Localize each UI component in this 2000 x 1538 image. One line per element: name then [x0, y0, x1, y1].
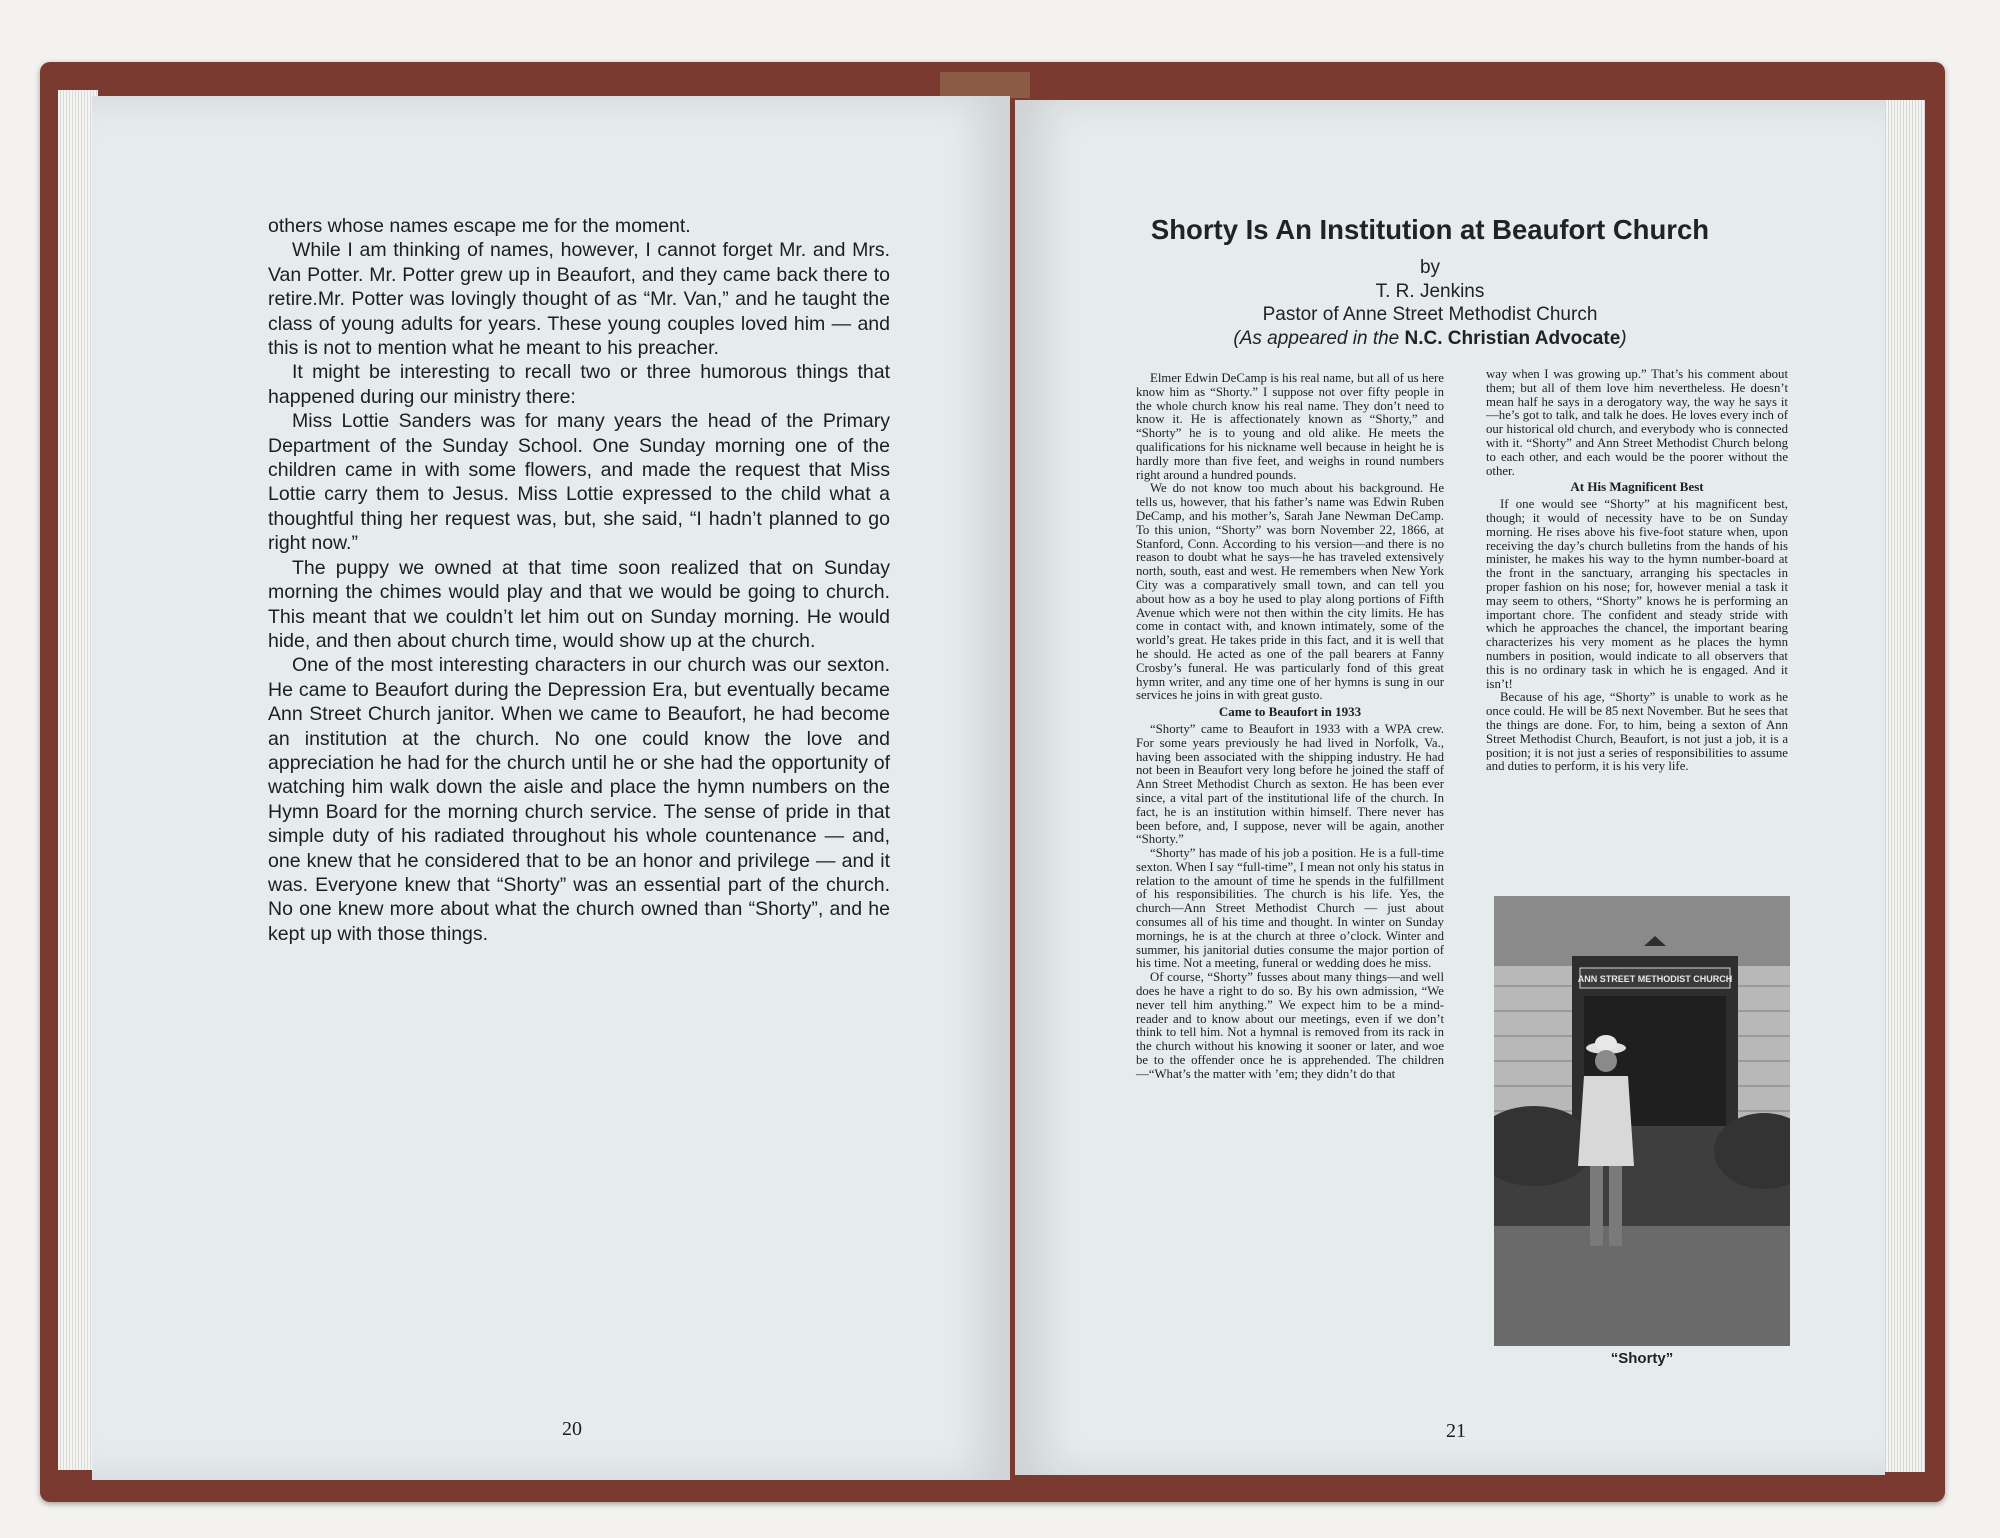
paragraph: Miss Lottie Sanders was for many years the head of the Primary Department of the Sunday School. One Sunday morning one of the children came in with some flowers, and made the request that Miss Lottie carry them to Jesus. Miss Lottie expressed to the child what a thoughtful thing her request was, but, she said, “I hadn’t planned to go right now.”	[268, 410, 890, 555]
paragraph: One of the most interesting characters in our church was our sexton. He came to Beaufort during the Depression Era, but eventually became Ann Street Church janitor. When we came to Beaufort, he had become an institution at the church. No one could know the love and appreciation he had for the church until he or she had the opportunity of watching him walk down the aisle and place the hymn numbers on the Hymn Board for the morning church service. The sense of pride in that simple duty of his radiated throughout his whole countenance — and, one knew that he considered that to be an honor and privilege — and it was. Everyone knew that “Shorty” was an essential part of the church. No one knew more about what the church owned than “Shorty”, and he kept up with those things.	[268, 654, 890, 945]
byline-author: T. R. Jenkins	[1375, 280, 1485, 302]
section-heading: At His Magnificent Best	[1570, 479, 1704, 495]
paragraph: We do not know too much about his background. He tells us, however, that his father’s name was Edwin Ruben DeCamp, and his mother’s, Sarah Jane Newman DeCamp. To this union, “Shorty” was born November 22, 1866, at Stanford, Conn. According to his version—and there is no reason to doubt what he says—he has traveled extensively north, south, east and west. He remembers when New York City was a comparatively small town, and can tell you about how as a boy he used to play along portions of Fifth Avenue which were not then within the city limits. He has come in contact with, and known intimately, some of the world’s great. He takes pride in this fact, and it is well that he should. He acted as one of the pall bearers at Fanny Crosby’s funeral. He was particularly fond of this great hymn writer, and any time one of her hymns is sung in our services he joins in with great gusto.	[1136, 481, 1444, 703]
article-column-1	[1136, 372, 1444, 1082]
paragraph: Elmer Edwin DeCamp is his real name, but all of us here know him as “Shorty.” I suppose not over fifty people in the whole church know his real name. They don’t need to know it. He is affectionately known as “Shorty,” and “Shorty” he is to young and old alike. He meets the qualifications for his nickname well because in height he is hardly more than five feet, and weighs in round numbers right around a hundred pounds.	[1136, 371, 1444, 482]
paragraph: Of course, “Shorty” fusses about many things—and well does he have a right to do so. By his own admission, “We never tell him anything.” We expect him to be a mind-reader and to know about our meetings, even if we don’t think to tell him. Not a hymnal is removed from its rack in the church without his knowing it sooner or later, and woe be to the offender once he is apprehended. The children—“What’s the matter with ’em; they didn’t do that	[1136, 970, 1444, 1081]
paragraph: It might be interesting to recall two or three humorous things that happened during our ministry there:	[268, 361, 890, 408]
book-spine	[940, 72, 1030, 98]
source-name: N.C. Christian Advocate	[1404, 327, 1621, 349]
paragraph: others whose names escape me for the moment.	[268, 215, 691, 237]
byline-by: by	[1419, 257, 1441, 278]
section-heading: Came to Beaufort in 1933	[1218, 704, 1362, 720]
paragraph: “Shorty” has made of his job a position. He is a full-time sexton. When I say “full-time”, I mean not only his status in relation to the amount of time he spends in the fulfillment of his responsibilities. The church is his life. Yes, the church—Ann Street Methodist Church — just about consumes all of his time and thought. In winter on Sunday mornings, he is at the church at three o’clock. Winter and summer, his janitorial duties consume the major portion of his time. Not a meeting, funeral or wedding does he miss.	[1136, 846, 1444, 971]
article-byline	[1080, 256, 1780, 350]
left-page-text	[268, 214, 890, 946]
paragraph: While I am thinking of names, however, I cannot forget Mr. and Mrs. Van Potter. Mr. Potter grew up in Beaufort, and they came back there to retire.Mr. Potter was lovingly thought of as “Mr. Van,” and he taught the class of young adults for years. These young couples loved him — and this is not to mention what he meant to his preacher.	[268, 239, 890, 360]
right-page-edges	[1880, 100, 1925, 1472]
paragraph: Because of his age, “Shorty” is unable to work as he once could. He will be 85 next November. But he sees that the things are done. For, to him, being a sexton of Ann Street Methodist Church, Beaufort, is not just a job, it is a position; it is not just a series of responsibilities to assume and duties to perform, it is his very life.	[1486, 690, 1788, 774]
paragraph: The puppy we owned at that time soon realized that on Sunday morning the chimes would play and that we would be going to church. This meant that we couldn’t let him out on Sunday morning. He would hide, and then about church time, would show up at the church.	[268, 556, 890, 652]
article-column-2	[1486, 368, 1788, 774]
photo-caption: “Shorty”	[1610, 1350, 1674, 1367]
byline-source	[1080, 327, 1780, 351]
right-page-number: 21	[1446, 1420, 1466, 1442]
byline-role: Pastor of Anne Street Methodist Church	[1262, 304, 1598, 325]
photo-illustration	[1494, 896, 1790, 1346]
photo-sign-text: ANN STREET METHODIST CHURCH	[1577, 974, 1733, 984]
shorty-photo	[1494, 896, 1790, 1346]
article-title: Shorty Is An Institution at Beaufort Church	[1150, 214, 1710, 245]
source-prefix: (As appeared in the	[1233, 327, 1405, 349]
paragraph: way when I was growing up.” That’s his comment about them; but all of them love him nevertheless. He doesn’t mean half he says in a derogatory way, the way he says it—he’s got to talk, and talk he does. He loves every inch of our historical old church, and everybody who is connected with it. “Shorty” and Ann Street Methodist Church belong to each other, and each would be the poorer without the other.	[1486, 367, 1788, 478]
left-page-number: 20	[562, 1418, 582, 1440]
paragraph: If one would see “Shorty” at his magnificent best, though; it would of necessity have to be on Sunday morning. He rises above his five-foot stature when, upon receiving the day’s church bulletins from the hands of his minister, he makes his way to the hymn number-board at the front in the sanctuary, arranging his spectacles in proper fashion on his nose; for, however menial a task it may seem to others, “Shorty” knows he is performing an important chore. The confident and steady stride with which he approaches the chancel, the important bearing characterizes his very moment as he places the hymn numbers in position, would indicate to all observers that this is no ordinary task in which he is engaged. And it isn’t!	[1486, 497, 1788, 691]
source-suffix: )	[1620, 327, 1627, 349]
paragraph: “Shorty” came to Beaufort in 1933 with a WPA crew. For some years previously he had lived in Norfolk, Va., having been associated with the shipping industry. He had not been in Beaufort very long before he joined the staff of Ann Street Methodist Church as sexton. He has been ever since, a vital part of the institutional life of the church. In fact, he is an institution within himself. There never has been before, and, I suppose, never will be again, another “Shorty.”	[1136, 721, 1444, 847]
